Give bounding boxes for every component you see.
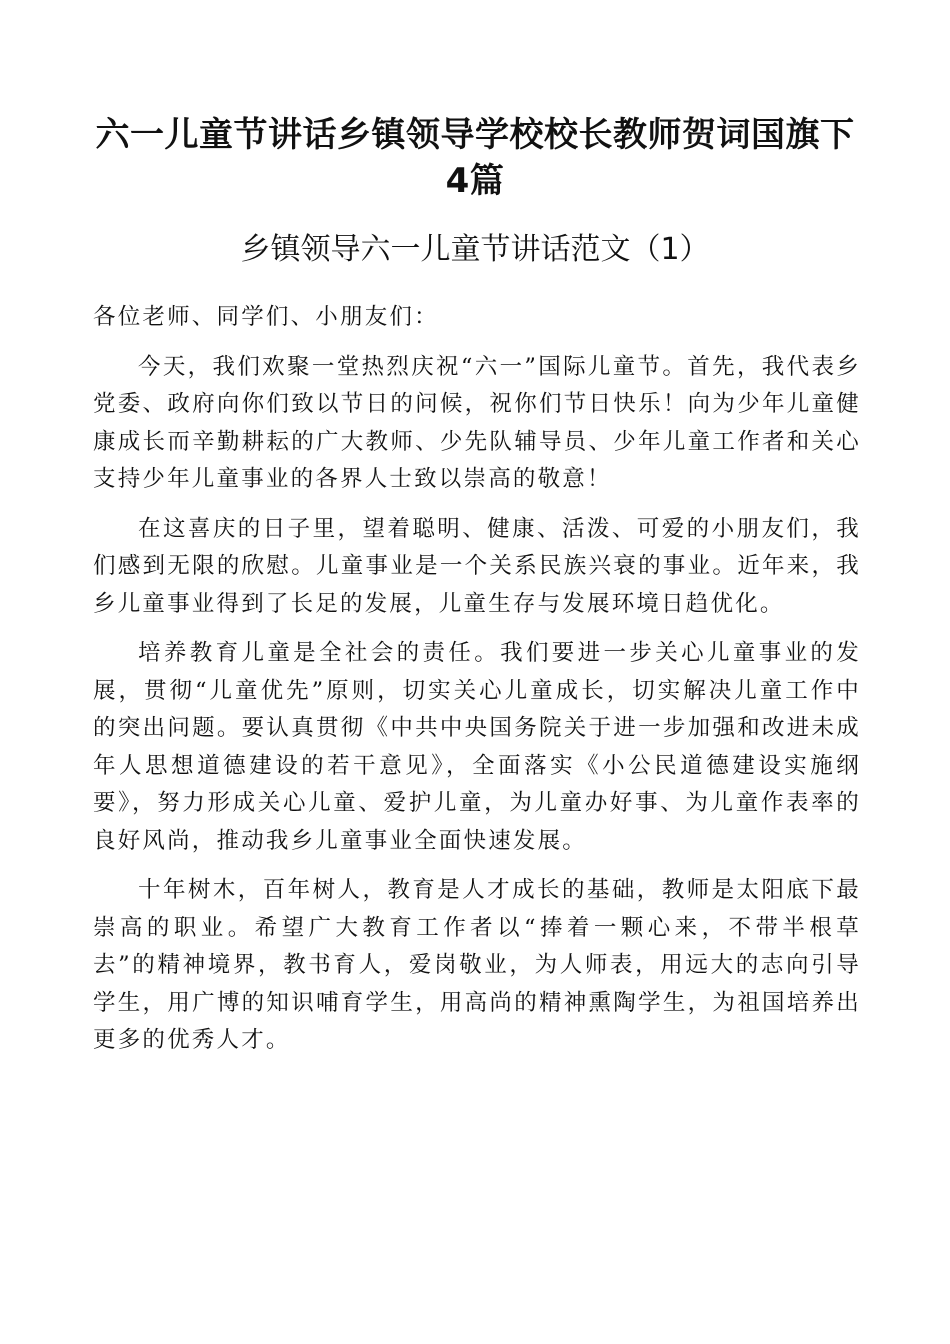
section-title: 乡镇领导六一儿童节讲话范文（1） bbox=[240, 232, 710, 267]
paragraph-4: 十年树木，百年树人，教育是人才成长的基础，教师是太阳底下最崇高的职业。希望广大教育工作者以“捧着一颗心来，不带半根草去”的精神境界，教书育人，爱岗敬业，为人师表，用远大的志向引导学生，用广博的知识哺育学生，用高尚的精神熏陶学生，为祖国培养出更多的优秀人才。 bbox=[93, 877, 861, 1053]
document-title: 六一儿童节讲话乡镇领导学校校长教师贺词国旗下4篇 bbox=[95, 115, 855, 201]
paragraph-2: 在这喜庆的日子里，望着聪明、健康、活泼、可爱的小朋友们，我们感到无限的欣慰。儿童事业是一个关系民族兴衰的事业。近年来，我乡儿童事业得到了长足的发展，儿童生存与发展环境日趋优化。 bbox=[93, 515, 861, 617]
document-body bbox=[93, 299, 861, 1072]
paragraph-1: 今天，我们欢聚一堂热烈庆祝“六一”国际儿童节。首先，我代表乡党委、政府向你们致以节日的问候，祝你们节日快乐！向为少年儿童健康成长而辛勤耕耘的广大教师、少先队辅导员、少年儿童工作者和关心支持少年儿童事业的各界人士致以崇高的敬意！ bbox=[93, 353, 861, 492]
salutation: 各位老师、同学们、小朋友们： bbox=[93, 304, 439, 330]
paragraph-3: 培养教育儿童是全社会的责任。我们要进一步关心儿童事业的发展，贯彻“儿童优先”原则，切实关心儿童成长，切实解决儿童工作中的突出问题。要认真贯彻《中共中央国务院关于进一步加强和改进未成年人思想道德建设的若干意见》，全面落实《小公民道德建设实施纲要》，努力形成关心儿童、爱护儿童，为儿童办好事、为儿童作表率的良好风尚，推动我乡儿童事业全面快速发展。 bbox=[93, 640, 861, 854]
